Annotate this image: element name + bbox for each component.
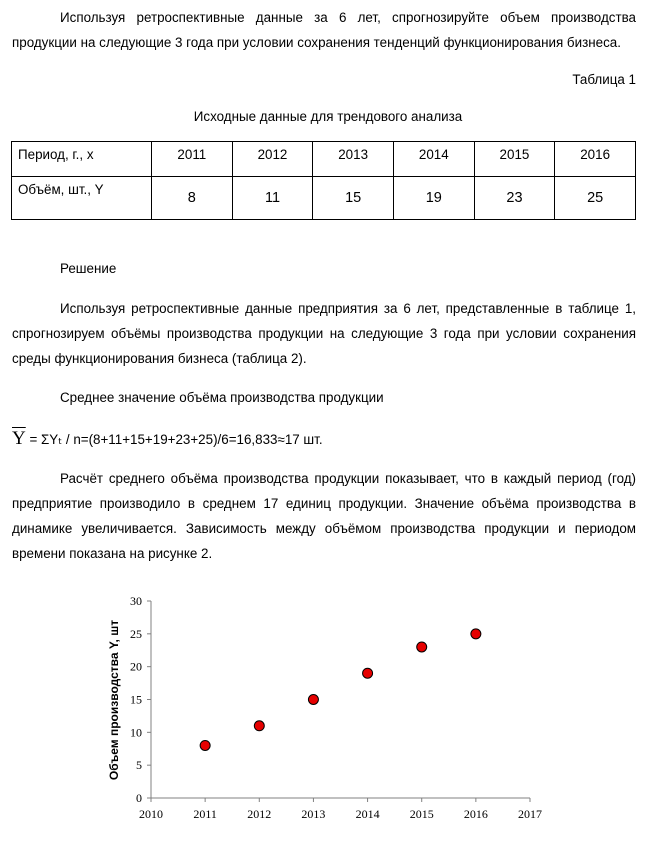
table-cell-year: 2011 xyxy=(152,142,233,177)
data-point xyxy=(308,695,318,705)
mean-formula xyxy=(12,428,323,450)
data-point xyxy=(363,668,373,678)
para1-line-2: спрогнозируем объёмы производства продукции на следующие 3 года при условии сохранения xyxy=(12,326,636,341)
para2-line-4: времени показана на рисунке 2. xyxy=(12,546,213,561)
x-tick-label: 2012 xyxy=(247,807,272,821)
table-title: Исходные данные для трендового анализа xyxy=(193,109,463,124)
table-cell-year: 2015 xyxy=(474,142,555,177)
y-axis-label: Объем производства Y, шт xyxy=(107,619,121,781)
table-cell-volume: 25 xyxy=(555,177,636,220)
x-tick-label: 2016 xyxy=(463,807,488,821)
data-point xyxy=(200,740,210,750)
table-cell-volume: 8 xyxy=(152,177,233,220)
data-point xyxy=(417,642,427,652)
intro-line-1: Используя ретроспективные данные за 6 лет, спрогнозируйте объем производства xyxy=(60,10,636,25)
table-cell-year: 2013 xyxy=(313,142,394,177)
table-cell-year: 2014 xyxy=(393,142,474,177)
y-tick-labels xyxy=(130,594,151,805)
intro-line-2: продукции на следующие 3 года при условии сохранения тенденций функционирования бизнеса. xyxy=(12,35,621,50)
data-point xyxy=(471,629,481,639)
x-tick-labels xyxy=(139,798,542,821)
source-data-table xyxy=(11,141,636,220)
row-header-period: Период, г., х xyxy=(12,142,152,177)
table-cell-year: 2016 xyxy=(555,142,636,177)
x-tick-label: 2017 xyxy=(518,807,542,821)
y-tick-label: 20 xyxy=(130,659,142,674)
y-tick-label: 5 xyxy=(136,758,142,773)
data-points xyxy=(200,629,481,751)
para2-line-2: предприятие производило в среднем 17 единиц продукции. Значение объёма производства в xyxy=(12,496,636,511)
analysis-paragraph xyxy=(12,466,636,566)
mean-formula-text: = ΣYₜ / n=(8+11+15+19+23+25)/6=16,833≈17 шт. xyxy=(25,432,323,447)
x-tick-label: 2013 xyxy=(301,807,326,821)
table-row-volume xyxy=(12,177,636,220)
para2-line-1: Расчёт среднего объёма производства продукции показывает, что в каждый период (год) xyxy=(60,471,636,486)
table-cell-volume: 23 xyxy=(474,177,555,220)
x-tick-label: 2015 xyxy=(409,807,434,821)
intro-paragraph xyxy=(12,5,636,55)
table-row-period xyxy=(12,142,636,177)
x-tick-label: 2011 xyxy=(193,807,217,821)
scatter-chart xyxy=(98,590,558,830)
y-tick-label: 30 xyxy=(130,594,142,608)
y-tick-label: 0 xyxy=(136,791,142,805)
table-cell-year: 2012 xyxy=(232,142,313,177)
y-tick-label: 15 xyxy=(130,692,142,707)
data-point xyxy=(254,721,264,731)
table-cell-volume: 19 xyxy=(393,177,474,220)
x-tick-label: 2014 xyxy=(355,807,380,821)
table-cell-volume: 15 xyxy=(313,177,394,220)
y-tick-label: 25 xyxy=(130,626,142,641)
solution-paragraph xyxy=(12,296,636,371)
row-header-volume: Объём, шт., Y xyxy=(12,177,152,220)
table-cell-volume: 11 xyxy=(232,177,313,220)
table-label: Таблица 1 xyxy=(572,72,636,87)
para2-line-3: динамике увеличивается. Зависимость между объёмом производства продукции и периодом xyxy=(12,521,636,536)
y-tick-label: 10 xyxy=(130,725,142,740)
x-tick-label: 2010 xyxy=(139,807,163,821)
para1-line-3: среды функционирования бизнеса (таблица 2). xyxy=(12,351,307,366)
solution-heading: Решение xyxy=(60,261,117,276)
mean-symbol: $\overline{Y}$ xyxy=(12,428,26,449)
mean-heading: Среднее значение объёма производства продукции xyxy=(60,390,384,405)
para1-line-1: Используя ретроспективные данные предприятия за 6 лет, представленные в таблице 1, xyxy=(60,301,636,316)
